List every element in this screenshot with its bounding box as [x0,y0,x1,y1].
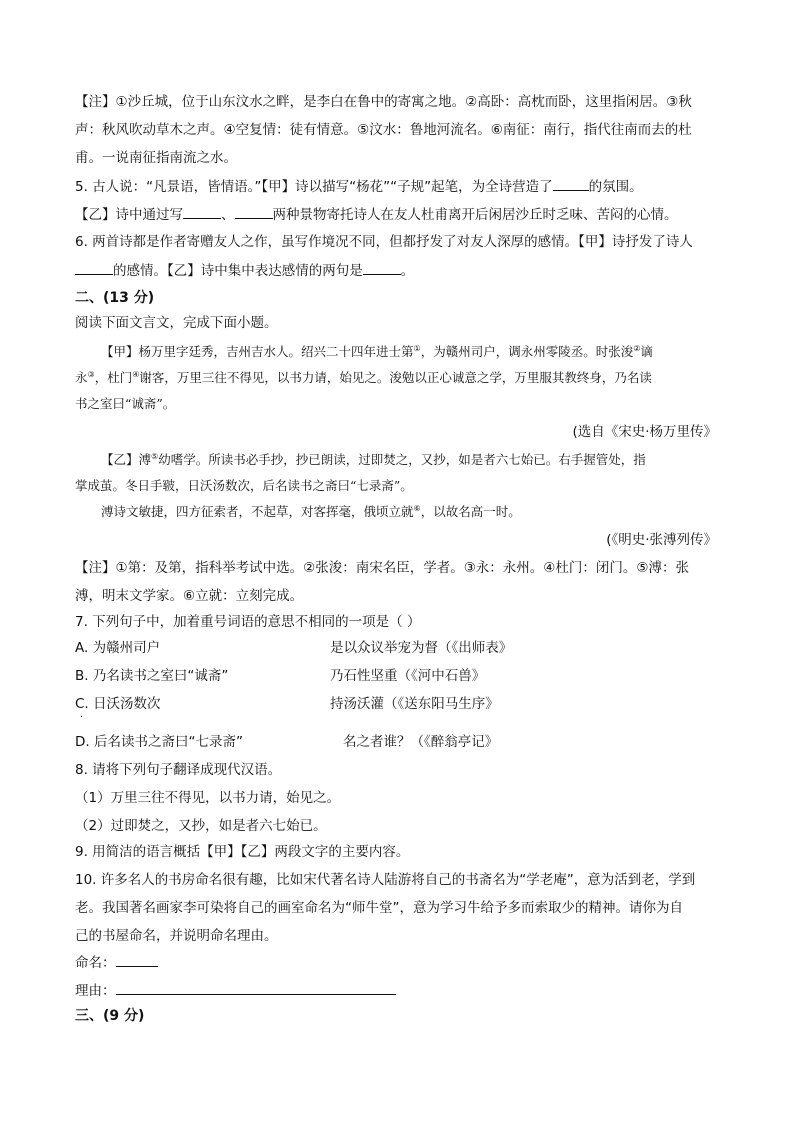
name-answer-field[interactable] [116,952,158,967]
jia-text-5: ，杜门 [94,370,133,385]
yi-text-3: 溥诗文敏捷，四方征索者，不起草，对客挥毫，俄顷立就 [101,504,414,519]
passage-yi-source: (《明史·张溥列传》 [606,532,717,548]
section-2-instruction: 阅读下面文言文，完成下面小题。 [75,315,278,331]
footnote-5-marker: ⑤ [151,451,159,461]
yi-text-4: ，以故名高一时。 [420,504,521,519]
question-10-line3: 己的书屋命名，并说明命名理由。 [75,928,278,944]
q5-answer-blank-1[interactable] [553,176,589,191]
q5-text: 5. 古人说：“凡景语，皆情语。”【甲】诗以描写“杨花”“子规”起笔，为全诗营造了 [75,179,553,195]
q7-option-a [75,638,725,658]
section-2-title: 二、(13 分) [75,290,155,306]
question-9: 9. 用简洁的语言概括【甲】【乙】两段文字的主要内容。 [75,844,410,860]
q6-answer-blank-2[interactable] [363,260,401,275]
q5-text-3: 两种景物寄托诗人在友人杜甫离开后闲居沙丘时乏味、苦闷的心情。 [272,207,678,223]
passage-jia-line3: 书之室曰“诚斋”。 [75,396,176,411]
q5-answer-blank-3[interactable] [235,204,273,219]
question-10-line1: 10. 许多名人的书房命名很有趣，比如宋代著名诗人陆游将自己的书斋名为“学老庵”，意为活到老，学到 [75,872,696,888]
jia-text-3: 谪 [640,344,653,359]
question-6-line1: 6. 两首诗都是作者寄赠友人之作，虽写作境况不同，但都抒发了对友人深厚的感情。【甲】诗抒发了诗人 [75,234,693,250]
yi-text-1: 【乙】溥 [101,452,152,467]
reason-row [75,980,396,1001]
footnote-3-marker: ③ [87,369,95,379]
passage-yi-line2: 掌成茧。冬日手皲，日沃汤数次，后名读书之斋曰“七录斋”。 [75,478,413,493]
jia-text-6: 谢客，万里三往不得见，以书力请，始见之。浚勉以正心诚意之学，万里服其教终身，乃名读 [139,370,652,385]
q5-separator: 、 [221,207,235,223]
footnote-2-marker: ② [633,343,641,353]
note1-line2: 声：秋风吹动草木之声。④空复情：徒有情意。⑤汶水：鲁地河流名。⑥南征：南行，指代往南而去的杜 [75,122,692,138]
q8-item-2: （2）过即焚之，又抄，如是者六七始已。 [75,818,327,834]
section-3-title: 三、(9 分) [75,1008,145,1024]
note1-line1: 【注】①沙丘城，位于山东汶水之畔，是李白在鲁中的寄寓之地。②高卧：高枕而卧，这里指闲居。③秋 [75,94,692,110]
note1-line3: 甫。一说南征指南流之水。 [75,150,237,166]
q7-option-b-left: B. 乃名读书之室曰“诚斋” [75,668,229,684]
reason-answer-field[interactable] [116,980,396,995]
name-row [75,952,158,973]
passage-jia-line1 [101,342,653,362]
q5-answer-blank-2[interactable] [183,204,221,219]
q7-option-a-right: 是以众议举宠为督（《出师表》 [330,640,513,656]
q7-option-b-right: 乃石性坚重（《河中石兽》 [330,668,486,684]
passage-jia-source: (选自《宋史·杨万里传》 [572,424,717,440]
q7-option-a-left: A. 为赣州司户 [75,640,161,656]
reason-label: 理由： [75,983,116,999]
note2-line1: 【注】①第：及第，指科举考试中选。②张浚：南宋名臣，学者。③永：永州。④杜门：闭门。⑤溥：张 [75,560,690,576]
emphasis-dot: · [80,712,84,723]
q6-answer-blank-1[interactable] [75,260,113,275]
jia-text-1: 【甲】杨万里字廷秀，吉州吉水人。绍兴二十四年进士第 [101,344,414,359]
note2-line2: 溥，明末文学家。⑥立就：立刻完成。 [75,588,304,604]
jia-text-4: 永 [75,370,88,385]
q7-option-d [75,732,725,752]
question-8: 8. 请将下列句子翻译成现代汉语。 [75,762,282,778]
footnote-1-marker: ① [413,343,421,353]
passage-yi-line3 [101,502,521,522]
jia-text-2: ，为赣州司户，调永州零陵丞。时张浚 [420,344,634,359]
question-7: 7. 下列句子中，加着重号词语的意思不相同的一项是（ ） [75,614,421,630]
question-6-line2 [75,260,414,281]
question-10-line2: 老。我国著名画家李可染将自己的画室命名为“师牛堂”，意为学习牛给予多而索取少的精神。请你为自 [75,900,683,916]
passage-yi-line1 [101,450,646,470]
name-label: 命名： [75,955,116,971]
q5-text-end: 的氛围。 [588,179,643,195]
footnote-4-marker: ④ [132,369,140,379]
q5-text-2: 【乙】诗中通过写 [75,207,183,223]
q7-option-b [75,666,725,686]
q7-option-d-right: 名之者谁？（《醉翁亭记》 [343,734,499,750]
q7-option-c-left: C. 日沃汤数次 [75,696,161,712]
q7-option-d-left: D. 后名读书之斋曰“七录斋” [75,734,243,750]
q8-item-1: （1）万里三往不得见，以书力请，始见之。 [75,790,341,806]
question-5-line2 [75,204,678,225]
footnote-6-marker: ⑥ [413,503,421,513]
q6-text-end: 。 [400,263,415,279]
q7-option-c [75,694,725,714]
passage-jia-line2 [75,368,652,388]
yi-text-2: 幼嗜学。所读书必手抄，抄已朗读，过即焚之，又抄，如是者六七始已。右手握管处，指 [158,452,646,467]
q6-text: 的感情。【乙】诗中集中表达感情的两句是 [113,263,363,279]
q7-option-c-right: 持汤沃灌（《送东阳马生序》 [330,696,499,712]
question-5-line1 [75,176,643,197]
